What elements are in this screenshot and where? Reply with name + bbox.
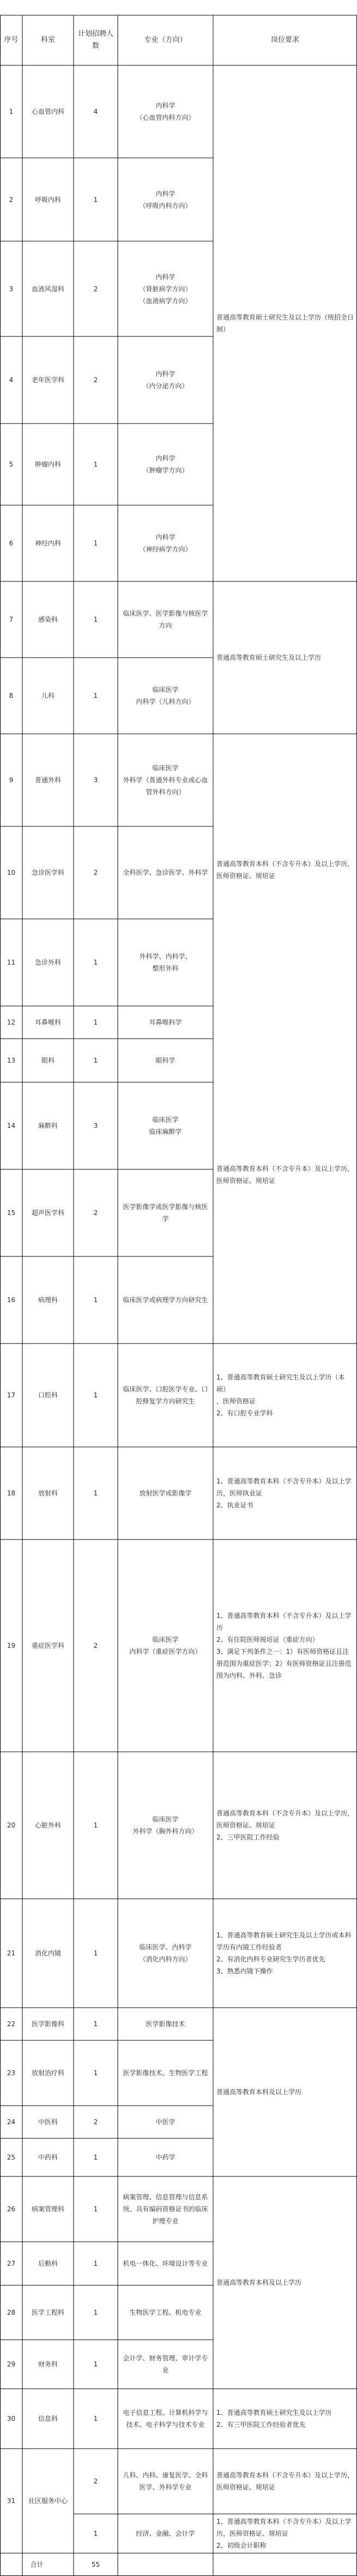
row-index: 25 bbox=[7, 2154, 16, 2161]
row-major: 耳鼻喉科学 bbox=[149, 1019, 182, 1026]
row-index: 2 bbox=[9, 195, 14, 204]
row-major: 中药学 bbox=[155, 2154, 176, 2161]
row-dept: 病理科 bbox=[38, 1296, 58, 1304]
row-major: 临床医学 内科学（重症医学方向） bbox=[129, 1636, 202, 1655]
row-count: 1 bbox=[93, 2530, 98, 2537]
row-major: 电子信息工程、计算机科学与技术、电子科学与技术专业 bbox=[123, 2409, 208, 2428]
row-count: 1 bbox=[93, 959, 98, 966]
row-dept: 病案管理科 bbox=[31, 2205, 64, 2213]
row-major: 外科学、内科学、 整形外科 bbox=[139, 953, 192, 972]
row-dept: 医学工程科 bbox=[31, 2309, 64, 2316]
row-index: 6 bbox=[9, 539, 14, 547]
row-dept: 财务科 bbox=[38, 2360, 58, 2368]
row-dept: 信息科 bbox=[38, 2415, 58, 2422]
row-count: 1 bbox=[93, 1057, 98, 1064]
row-major: 会计学、财务管理、审计学专业 bbox=[123, 2354, 208, 2374]
row-count: 1 bbox=[93, 2069, 98, 2077]
req-block-1: 普通高等教育硕士研究生及以上学历（统招全日制） bbox=[216, 314, 354, 333]
row-major: 临床医学 外科学（普通外科专业或心血管外科方向） bbox=[123, 764, 208, 796]
row-count: 1 bbox=[93, 2415, 98, 2422]
row-index: 26 bbox=[7, 2205, 16, 2213]
row-dept: 消化内镜 bbox=[34, 1949, 61, 1957]
row-dept: 口腔科 bbox=[38, 1391, 58, 1399]
req-block-3: 普通高等教育本科（不含专升本）及以上学历，医师资格证、规培证 bbox=[216, 860, 354, 880]
row-major: 内科学 （肿瘤学方向） bbox=[142, 455, 189, 474]
row-index: 24 bbox=[7, 2118, 16, 2126]
row-count: 3 bbox=[93, 776, 98, 784]
row-index: 18 bbox=[7, 1489, 16, 1497]
row-dept: 肿瘤内科 bbox=[34, 461, 61, 468]
row-major: 医学影像学或医学影像与核医学 bbox=[123, 1203, 208, 1223]
req-block-5: 1、普通高等教育硕士研究生及以上学历（本硕） ，医师资格证 2、有口腔专业学科 bbox=[216, 1373, 345, 1417]
row-index: 21 bbox=[7, 1949, 16, 1957]
row-count: 1 bbox=[93, 2154, 98, 2161]
row-count: 1 bbox=[93, 2360, 98, 2368]
row-dept: 普通外科 bbox=[34, 776, 61, 784]
row-major: 医学影像技术 bbox=[146, 2020, 185, 2028]
row-index: 13 bbox=[7, 1057, 16, 1064]
header-count: 计划招聘人数 bbox=[77, 30, 113, 50]
req-block-14: 1、普通高等教育本科（不含专升本）及以上学历，医师资格证、规培证 2、初级会计职称 bbox=[216, 2518, 352, 2549]
row-dept: 重症医学科 bbox=[31, 1642, 64, 1649]
total-count: 55 bbox=[91, 2560, 100, 2568]
row-count: 2 bbox=[93, 1642, 98, 1649]
row-index: 4 bbox=[9, 376, 14, 384]
row-index: 15 bbox=[7, 1209, 16, 1217]
row-count: 1 bbox=[93, 539, 98, 547]
row-index: 11 bbox=[7, 959, 16, 966]
row-major: 病案管理、信息管理与信息系统、具有编码资格证书的临床护理专业 bbox=[123, 2193, 208, 2225]
row-major: 内科学 （内分泌方向） bbox=[142, 370, 189, 390]
row-count: 1 bbox=[93, 1296, 98, 1304]
req-block-8: 普通高等教育本科（不含专升本）及以上学历，医师资格证、规培证 2、三甲医院工作经验 bbox=[216, 1810, 354, 1841]
row-index: 12 bbox=[7, 1019, 16, 1026]
row-major: 临床医学、内科学 （消化内科方向） bbox=[139, 1943, 192, 1963]
row-index: 28 bbox=[7, 2309, 16, 2316]
row-major: 临床医学 临床麻醉学 bbox=[149, 1116, 182, 1136]
row-count: 2 bbox=[93, 1209, 98, 1217]
row-index: 14 bbox=[7, 1122, 16, 1130]
row-major: 临床医学、医学影像与核医学方向 bbox=[123, 610, 208, 629]
row-major: 临床医学 内科学（儿科方向） bbox=[136, 686, 195, 706]
req-block-13: 普通高等教育本科（不含专升本）及以上学历，医师资格证、规培证 bbox=[216, 2471, 354, 2491]
req-block-10: 普通高等教育本科及以上学历 bbox=[216, 2088, 302, 2096]
row-index: 8 bbox=[9, 692, 14, 700]
row-major: 临床医学或病理学方向研究生 bbox=[123, 1296, 208, 1304]
row-count: 4 bbox=[93, 108, 98, 115]
row-dept: 呼吸内科 bbox=[34, 195, 61, 204]
row-count: 1 bbox=[93, 2309, 98, 2316]
row-index: 17 bbox=[7, 1391, 16, 1399]
row-index: 7 bbox=[9, 616, 14, 623]
row-major: 放射医学或影像学 bbox=[139, 1489, 192, 1497]
row-index: 29 bbox=[7, 2360, 16, 2368]
row-count: 1 bbox=[93, 195, 98, 204]
row-index: 23 bbox=[7, 2069, 16, 2077]
row-index: 22 bbox=[7, 2020, 16, 2028]
row-index: 9 bbox=[9, 776, 14, 784]
row-major: 生物医学工程、机电专业 bbox=[129, 2309, 202, 2316]
row-dept: 耳鼻喉科 bbox=[34, 1019, 61, 1026]
header-index: 序号 bbox=[4, 36, 19, 44]
row-dept: 心脏外科 bbox=[34, 1821, 61, 1829]
row-major: 内科学 （呼吸内科方向） bbox=[139, 189, 192, 210]
row-dept: 超声医学科 bbox=[31, 1209, 64, 1217]
req-block-12: 1、普通高等教育硕士研究生及以上学历 2、有三甲医院工作经验者优先 bbox=[216, 2409, 332, 2428]
row-count: 1 bbox=[93, 1821, 98, 1829]
row-dept: 后勤科 bbox=[38, 2260, 58, 2267]
row-dept: 感染科 bbox=[38, 616, 58, 623]
row-major: 儿科、内科、康复医学、全科医学、外科学专业 bbox=[123, 2471, 208, 2491]
req-block-6: 1、普通高等教育本科（不含专升本）及以上学历，医师执业证 2、执业证书 bbox=[216, 1477, 352, 1509]
row-index: 20 bbox=[7, 1821, 16, 1829]
row-major: 经济、金融、会计学 bbox=[136, 2530, 195, 2537]
row-major: 医学影像技术、生物医学工程 bbox=[123, 2069, 208, 2077]
row-index: 16 bbox=[7, 1296, 16, 1304]
req-block-7: 1、普通高等教育本科（不含专升本）及以上学历 2、有住院医师规培证（重症方向） 3、满足下列条件之一：1）有医师资格证且注册范围为重症医学；2）有医师资格证且注册范围为内科、外科、急诊 bbox=[216, 1612, 352, 1679]
row-dept: 神经内科 bbox=[34, 539, 61, 547]
row-dept: 社区服务中心 bbox=[28, 2497, 68, 2505]
row-count: 1 bbox=[93, 2020, 98, 2028]
row-count: 1 bbox=[93, 2260, 98, 2267]
row-count: 3 bbox=[93, 1122, 98, 1130]
row-major: 眼科学 bbox=[155, 1057, 176, 1064]
row-major: 临床医学、口腔医学专业、口腔修复学方向研究生 bbox=[123, 1385, 208, 1405]
row-index: 5 bbox=[9, 461, 14, 468]
req-block-4: 普通高等教育本科（不含专升本）及以上学历，医师资格证、规培证 bbox=[216, 1165, 354, 1185]
req-block-11: 普通高等教育本科及以上学历 bbox=[216, 2279, 302, 2286]
header-req: 岗位要求 bbox=[270, 36, 299, 44]
row-dept: 儿科 bbox=[41, 692, 55, 700]
row-count: 1 bbox=[93, 461, 98, 468]
row-count: 1 bbox=[93, 1019, 98, 1026]
row-major: 内科学 （心血管内科方向） bbox=[136, 102, 195, 121]
row-count: 2 bbox=[93, 2118, 98, 2126]
row-index: 27 bbox=[7, 2260, 16, 2267]
header-major: 专业（方向） bbox=[144, 36, 187, 44]
row-major: 全科医学、急诊医学、外科学 bbox=[123, 869, 208, 876]
row-count: 2 bbox=[93, 2477, 98, 2485]
row-dept: 麻醉科 bbox=[38, 1122, 58, 1130]
row-dept: 血液风湿科 bbox=[31, 285, 64, 293]
row-dept: 中医科 bbox=[38, 2118, 58, 2126]
row-dept: 医学影像科 bbox=[31, 2020, 64, 2028]
req-block-2: 普通高等教育硕士研究生及以上学历 bbox=[216, 654, 322, 661]
row-count: 1 bbox=[93, 616, 98, 623]
row-major: 中医学 bbox=[155, 2118, 176, 2126]
row-dept: 心血管内科 bbox=[31, 108, 64, 115]
row-major: 内科学 （神经病学方向） bbox=[139, 533, 192, 553]
total-label: 合计 bbox=[30, 2560, 44, 2568]
row-count: 1 bbox=[93, 1391, 98, 1399]
row-dept: 眼科 bbox=[41, 1057, 55, 1064]
row-index: 1 bbox=[9, 108, 14, 115]
header-dept: 科室 bbox=[40, 36, 55, 44]
row-index: 3 bbox=[9, 285, 14, 293]
row-count: 1 bbox=[93, 692, 98, 700]
row-dept: 放射治疗科 bbox=[31, 2069, 64, 2077]
row-major: 机电一体化、环境设计等专业 bbox=[123, 2260, 208, 2267]
row-dept: 急诊外科 bbox=[34, 959, 61, 966]
row-count: 2 bbox=[93, 376, 98, 384]
row-index: 30 bbox=[7, 2415, 16, 2422]
row-index: 10 bbox=[7, 869, 16, 876]
row-count: 1 bbox=[93, 2205, 98, 2213]
row-index: 31 bbox=[7, 2497, 16, 2505]
row-count: 2 bbox=[93, 869, 98, 876]
row-dept: 放射科 bbox=[38, 1489, 58, 1497]
req-block-9: 1、普通高等教育硕士研究生及以上学历或本科学历有内镜工作经验者 2、有消化内科专业研究生学历者优先 3、熟悉内镜下操作 bbox=[216, 1931, 352, 1975]
row-major: 内科学 （肾脏病学方向） （血液病学方向） bbox=[139, 273, 192, 305]
row-index: 19 bbox=[7, 1642, 16, 1649]
row-count: 2 bbox=[93, 285, 98, 293]
row-major: 临床医学 外科学（胸外科方向） bbox=[132, 1816, 198, 1835]
row-dept: 急诊医学科 bbox=[31, 869, 64, 876]
row-dept: 中药科 bbox=[38, 2154, 58, 2161]
row-dept: 老年医学科 bbox=[31, 376, 64, 384]
row-count: 1 bbox=[93, 1489, 98, 1497]
row-count: 1 bbox=[93, 1949, 98, 1957]
